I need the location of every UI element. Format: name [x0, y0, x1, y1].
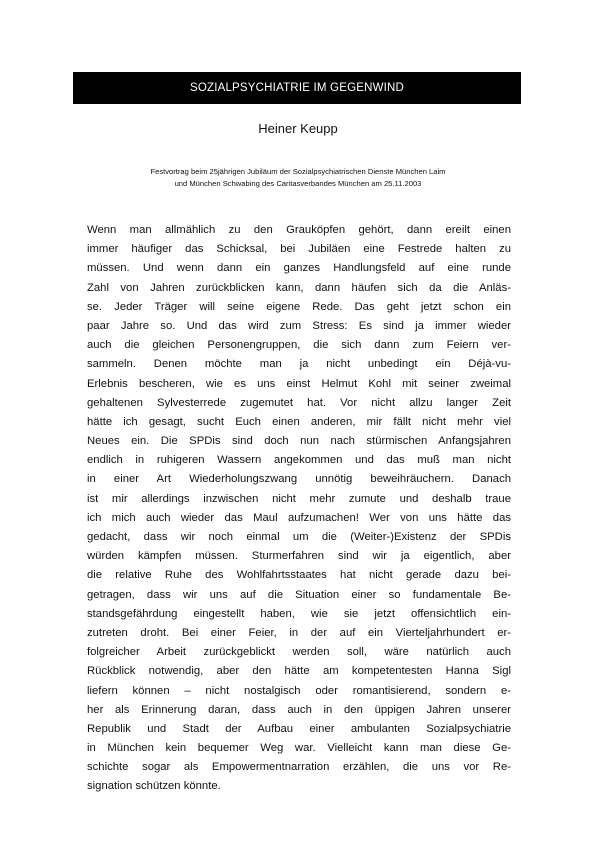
body-line: auch die gleichen Personengruppen, die sich dann zum Feiern ver- — [87, 339, 511, 352]
body-line: gehaltenen Sylvesterrede zugemutet hat. Vor nicht allzu langer Zeit — [87, 396, 511, 409]
body-line: Wenn man allmählich zu den Grauköpfen gehört, dann ereilt einen — [87, 224, 511, 236]
body-line: würden kämpfen müssen. Sturmerfahren sind wir ja eigentlich, aber — [87, 550, 511, 563]
body-line: sammeln. Denen möchte man ja nicht unbedingt ein Déjà-vu- — [87, 358, 511, 371]
body-line: müssen. Und wenn dann ein ganzes Handlungsfeld auf eine runde — [87, 262, 511, 275]
body-line: die relative Ruhe des Wohlfahrtsstaates hat nicht gerade dazu bei- — [87, 569, 511, 582]
body-line: schichte sogar als Empowermentnarration erzählen, die uns vor Re- — [87, 761, 511, 774]
body-line: ich mich auch wieder das Maul aufzumachen! Wer von uns hätte das — [87, 511, 511, 524]
body-line: Zahl von Jahren zurückblicken kann, dann häufen sich da die Anläs- — [87, 281, 511, 294]
body-line: zutreten droht. Bei einer Feier, in der auf ein Vierteljahrhundert er- — [87, 626, 511, 639]
body-line: Rückblick notwendig, aber den hätte am kompetentesten Hanna Sigl — [87, 665, 511, 678]
body-line: in München kein bequemer Weg war. Vielleicht kann man diese Ge- — [87, 742, 511, 755]
body-line: folgreicher Arbeit zurückgeblickt werden soll, wäre natürlich auch — [87, 646, 511, 659]
subtitle-line: und München Schwabing des Caritasverbandes München am 25.11.2003 — [174, 178, 422, 188]
body-line: immer häufiger das Schicksal, bei Jubiläen eine Festrede halten zu — [87, 243, 511, 256]
body-line: endlich in ruhigeren Wassern angekommen und das muß man nicht — [87, 454, 511, 467]
section-title: SOZIALPSYCHIATRIE IM GEGENWIND — [189, 82, 405, 94]
body-line: paar Jahre so. Und das wird zum Stress: Es sind ja immer wieder — [87, 319, 511, 332]
body-line: in einer Art Wiederholungszwang unnötig beweihräuchern. Danach — [87, 473, 511, 486]
body-line: Republik und Stadt der Aufbau einer ambulanten Sozialpsychiatrie — [87, 722, 511, 735]
body-line: gedacht, dass wir noch einmal um die (Weiter-)Existenz der SPDis — [87, 531, 511, 543]
body-paragraph — [87, 221, 511, 797]
body-line: liefern können – nicht nostalgisch oder romantisierend, sondern e- — [87, 684, 511, 697]
body-line: ist mir allerdings inzwischen nicht mehr zumute und deshalb traue — [87, 492, 511, 505]
body-line: getragen, dass wir uns auf die Situation einer so fundamentale Be- — [87, 588, 511, 601]
body-line: signation schützen könnte. — [87, 780, 221, 793]
section-title-banner — [73, 72, 521, 104]
author-name: Heiner Keupp — [258, 121, 338, 136]
body-line: standsgefährdung eingestellt haben, wie sie jetzt offensichtlich ein- — [87, 607, 511, 620]
body-line: hätte ich gesagt, sucht Euch einen anderen, mir fällt nicht mehr viel — [87, 415, 511, 428]
body-line: her als Erinnerung daran, dass auch in den üppigen Jahren unserer — [87, 703, 511, 716]
subtitle-line: Festvortrag beim 25jährigen Jubiläum der Sozialpsychiatrischen Dienste München Laim — [150, 167, 446, 176]
body-line: Neues ein. Die SPDis sind doch nun nach stürmischen Anfangsjahren — [87, 435, 511, 448]
body-line: se. Jeder Träger will seine eigene Rede. Das geht jetzt schon ein — [87, 300, 511, 313]
lecture-subtitle — [100, 166, 496, 189]
body-line: Erlebnis bescheren, wie es uns einst Helmut Kohl mit seiner zweimal — [87, 377, 511, 390]
